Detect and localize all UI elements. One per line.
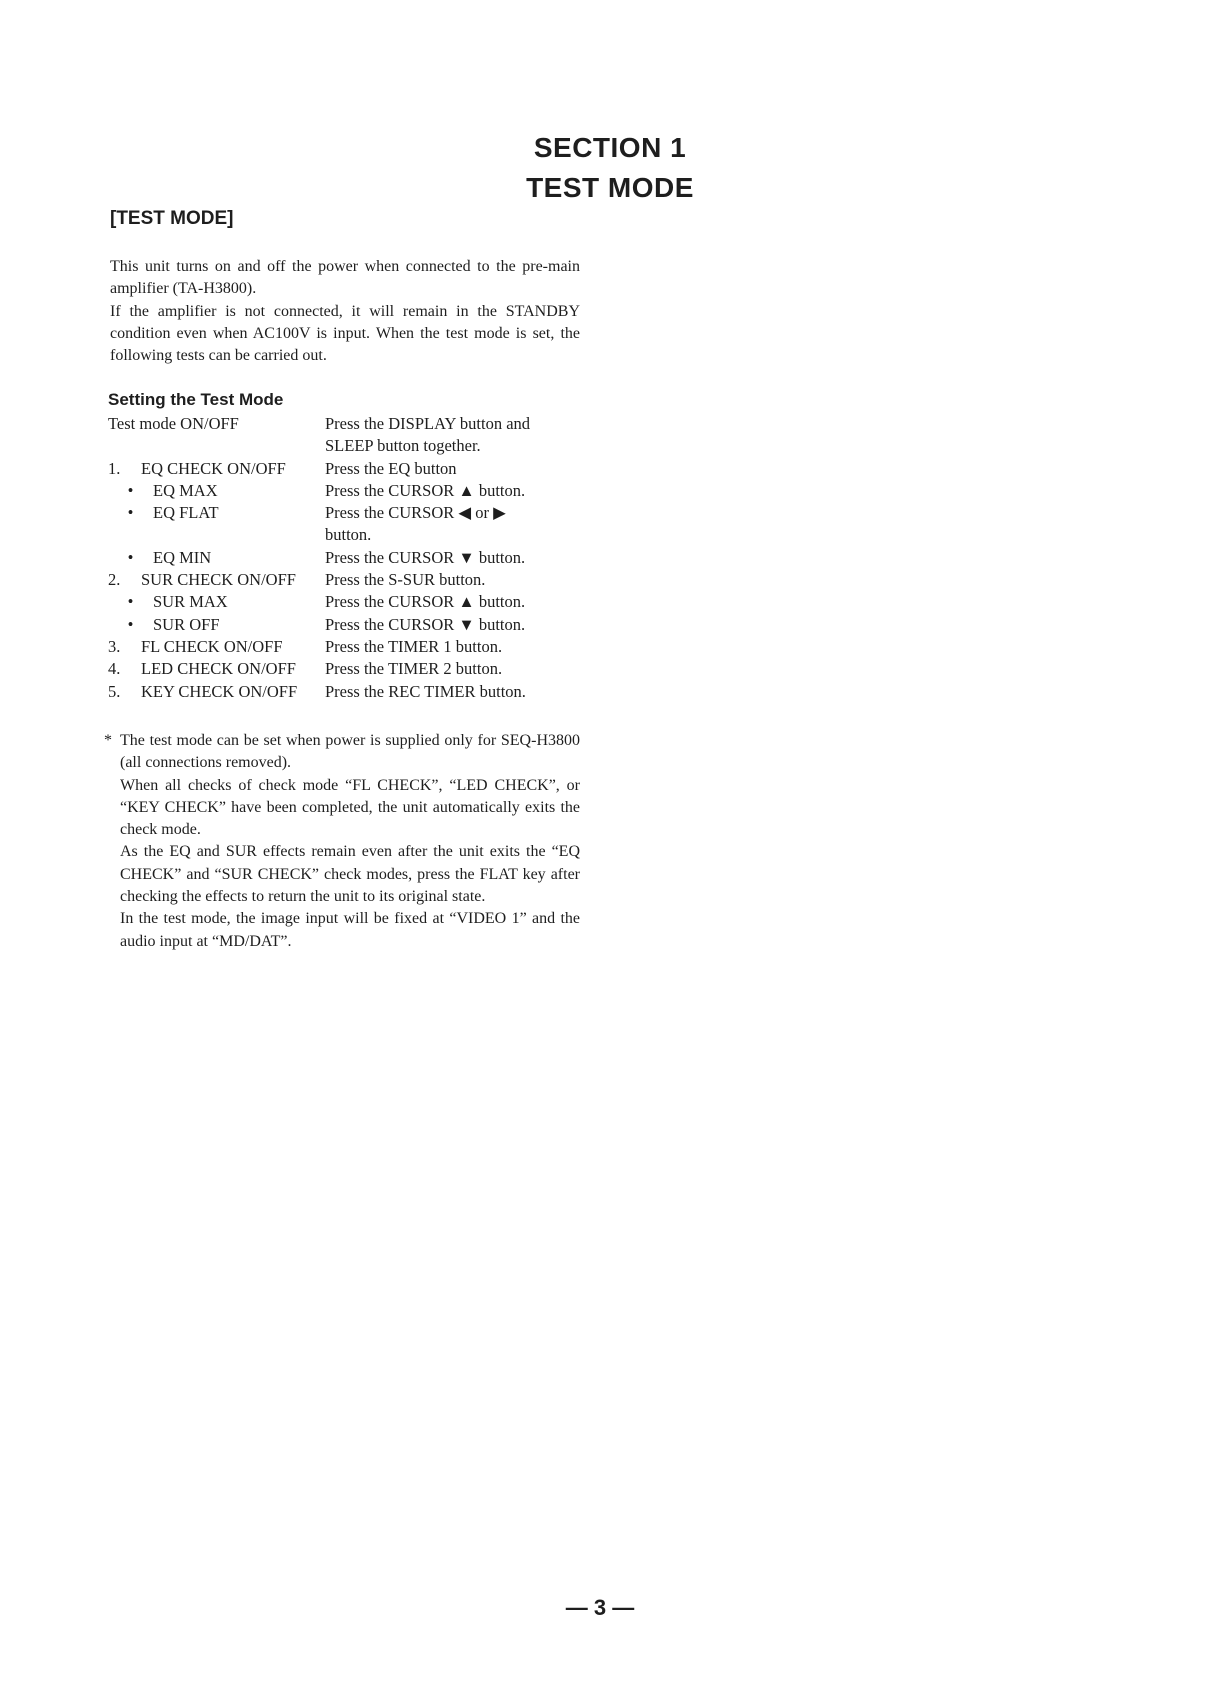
step-label: SUR OFF <box>153 614 220 634</box>
page-number: — 3 — <box>565 1595 635 1620</box>
step-eq-max <box>108 480 588 502</box>
step-eq-flat <box>108 502 588 547</box>
step-desc: Press the EQ button <box>325 458 457 478</box>
step-label: EQ MIN <box>153 547 212 567</box>
step-number: 2. <box>108 570 121 590</box>
test-mode-heading: [TEST MODE] <box>110 208 234 229</box>
bullet: • <box>127 480 134 500</box>
step-onoff <box>108 413 588 458</box>
step-label: Test mode ON/OFF <box>108 414 239 433</box>
bullet: • <box>127 503 134 523</box>
step-eq-min <box>108 547 588 569</box>
step-label: SUR CHECK ON/OFF <box>141 570 296 590</box>
step-led-check <box>108 658 588 680</box>
bullet: • <box>127 614 134 634</box>
intro-paragraph-2: If the amplifier is not connected, it will remain in the STANDBY condition even when AC100V is input. When the test mode is set, the following tests can be carried out. <box>110 302 580 365</box>
step-desc: Press the CURSOR ▼ button. <box>325 614 526 634</box>
bullet: • <box>127 547 134 567</box>
step-label: LED CHECK ON/OFF <box>141 659 296 679</box>
note-block <box>104 730 580 953</box>
step-number: 1. <box>108 458 121 478</box>
note-paragraph-1: The test mode can be set when power is supplied only for SEQ-H3800 (all connections removed). <box>120 732 580 772</box>
step-key-check <box>108 681 588 703</box>
note-paragraph-3: As the EQ and SUR effects remain even after the unit exits the “EQ CHECK” and “SUR CHECK” check modes, press the FLAT key after checking the effects to return the unit to its original state. <box>120 843 580 906</box>
step-desc-cont: SLEEP button together. <box>325 436 481 456</box>
step-label: FL CHECK ON/OFF <box>141 636 283 656</box>
intro-text <box>110 256 580 367</box>
step-fl-check <box>108 636 588 658</box>
step-desc: Press the TIMER 1 button. <box>325 636 503 656</box>
setting-test-mode-heading: Setting the Test Mode <box>108 390 284 409</box>
step-desc: Press the CURSOR ◀ or ▶ <box>325 503 506 523</box>
step-label: EQ MAX <box>153 480 218 500</box>
step-number: 5. <box>108 681 121 701</box>
step-sur-check <box>108 569 588 591</box>
step-desc: Press the S-SUR button. <box>325 570 486 590</box>
step-desc: Press the DISPLAY button and <box>325 414 531 433</box>
step-label: SUR MAX <box>153 592 228 612</box>
step-number: 4. <box>108 659 121 679</box>
note-paragraph-2: When all checks of check mode “FL CHECK”, “LED CHECK”, or “KEY CHECK” have been completed, the unit automatically exits the check mode. <box>120 776 580 839</box>
step-desc: Press the REC TIMER button. <box>325 681 526 701</box>
asterisk-icon: * <box>104 732 112 749</box>
section-title: TEST MODE <box>526 172 694 203</box>
step-sur-max <box>108 591 588 613</box>
intro-paragraph-1: This unit turns on and off the power when connected to the pre-main amplifier (TA-H3800). <box>110 258 580 298</box>
section-number: SECTION 1 <box>533 132 687 163</box>
step-desc: Press the CURSOR ▲ button. <box>325 480 526 500</box>
test-mode-steps <box>108 413 588 703</box>
note-paragraph-4: In the test mode, the image input will be fixed at “VIDEO 1” and the audio input at “MD/DAT”. <box>120 910 580 950</box>
step-number: 3. <box>108 636 121 656</box>
step-label: EQ CHECK ON/OFF <box>141 458 286 478</box>
step-desc: Press the CURSOR ▼ button. <box>325 547 526 567</box>
bullet: • <box>127 592 134 612</box>
step-label: KEY CHECK ON/OFF <box>141 681 298 701</box>
step-label: EQ FLAT <box>153 503 219 523</box>
step-desc: Press the CURSOR ▲ button. <box>325 592 526 612</box>
step-eq-check <box>108 458 588 480</box>
step-desc: Press the TIMER 2 button. <box>325 659 503 679</box>
step-sur-off <box>108 614 588 636</box>
step-desc-cont: button. <box>325 525 372 545</box>
